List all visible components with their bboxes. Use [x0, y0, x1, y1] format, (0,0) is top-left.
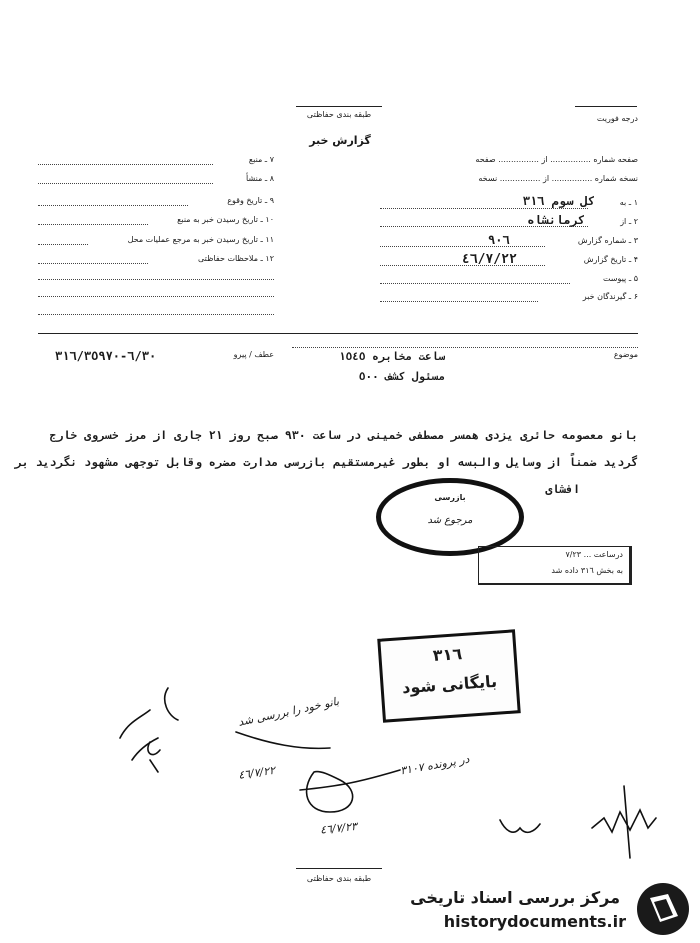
field-7: ۷ ـ منبع	[248, 155, 274, 164]
routing-stamp-line2: به بخش ٣١٦ داده شد	[551, 566, 623, 575]
handwritten-note-1: بانو خود را بررسی شد	[236, 694, 341, 729]
item5-label: ۵ ـ پیوست	[602, 274, 638, 283]
item4-value: ٤٦/٧/٢٢	[462, 252, 517, 267]
archive-stamp-text: بایگانی شود	[401, 671, 498, 698]
watermark-url: historydocuments.ir	[443, 912, 626, 931]
field-11: ۱۱ ـ تاریخ رسیدن خبر به مرجع عملیات محل	[127, 235, 274, 244]
watermark-title: مرکز بررسی اسناد تاریخی	[410, 888, 620, 907]
reference-label: عطف / پیرو	[233, 350, 274, 359]
decoding-officer: مسئول کشف ٥٠٠	[358, 370, 445, 383]
field-10: ۱۰ ـ تاریخ رسیدن خبر به منبع	[177, 215, 274, 224]
item1-value: کل سوم ٣١٦	[522, 194, 595, 208]
handwritten-note-2: ٤٦/٧/٢٢	[237, 763, 276, 782]
document-title: گزارش خبر	[309, 134, 371, 147]
body-line-3: افشای	[545, 482, 580, 496]
body-line-2: گردید ضمناً از وسایل والبسه او بطور غیرمستقیم بازرسی مدارت مضره وقابل توجهی مشهود نگردید بر	[14, 455, 638, 469]
field-9: ۹ ـ تاریخ وقوع	[227, 196, 274, 205]
archive-stamp-number: ٣١٦	[432, 644, 463, 666]
classification-bottom: طبقه بندی حفاظتی	[306, 874, 372, 883]
item3-label: ۳ ـ شماره گزارش	[577, 236, 638, 245]
handwritten-note-3: در پرونده ۳۱۰۷	[399, 752, 471, 778]
body-line-1: بانو معصومه حائری یزدی همسر مصطفی خمینی در ساعت ٩٣٠ صبح روز ٢١ جاری از مرز خسروی خارج	[49, 428, 638, 442]
item1-label: ۱ ـ به	[619, 198, 638, 207]
classification-top: طبقه بندی حفاظتی	[306, 110, 372, 119]
item3-value: ٩٠٦	[488, 233, 510, 247]
item2-value: کرمانشاه	[527, 213, 585, 227]
handwritten-note-4: ٤٦/٧/٢٣	[319, 819, 358, 837]
item6-label: ۶ ـ گیرندگان خبر	[582, 292, 638, 301]
item4-label: ۴ ـ تاریخ گزارش	[583, 255, 638, 264]
field-8: ۸ ـ منشأ	[246, 174, 274, 183]
archive-logo-icon	[634, 880, 692, 938]
field-12: ۱۲ ـ ملاحظات حفاظتی	[198, 254, 274, 263]
page-count-field: صفحه شماره ................ از ................ صفحه	[475, 155, 638, 164]
reference-value: ٦/٣٠-٣١٦/٣٥٩٧٠	[55, 349, 157, 363]
copy-count-field: نسخه شماره ................ از ................ نسخه	[478, 174, 638, 183]
item2-label: ۲ ـ از	[620, 217, 638, 226]
subject-label: موضوع	[613, 350, 638, 359]
inspection-stamp-line2: مرجوع شد	[427, 515, 473, 526]
watermark	[400, 872, 700, 943]
routing-stamp-line1: درساعت ... ٧/٢٣	[565, 550, 623, 559]
inspection-stamp-line1: بازرسی	[434, 493, 466, 502]
urgency-label: درجه فوریت	[596, 114, 638, 123]
transmission-time: ساعت مخابره ١٥٤٥	[339, 350, 445, 363]
